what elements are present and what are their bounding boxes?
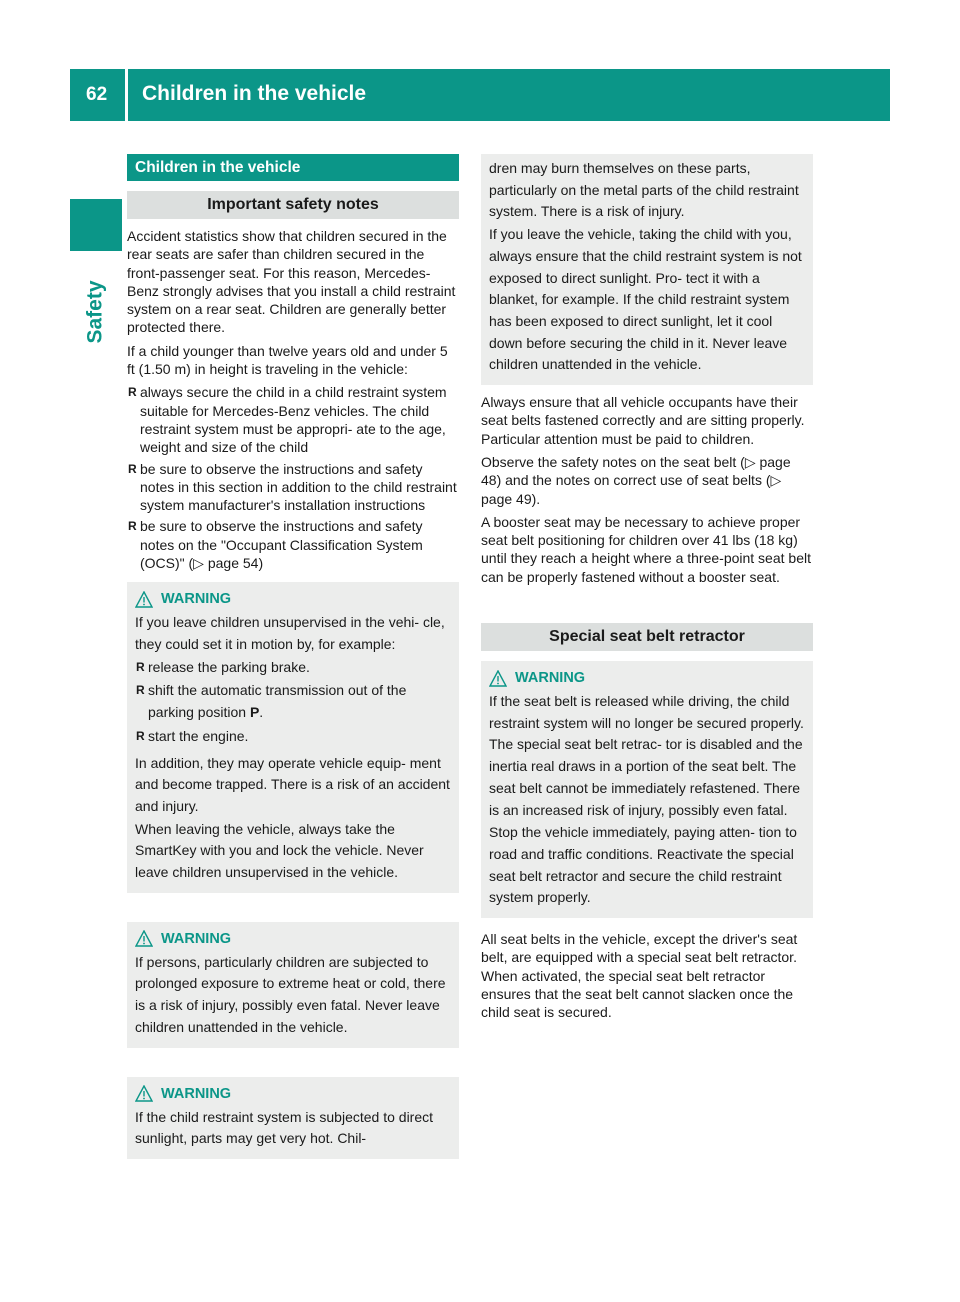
- warning-box-continued: [481, 154, 813, 385]
- subsection-title: Important safety notes: [127, 191, 459, 219]
- list-item: R release the parking brake.: [135, 657, 451, 679]
- warning-triangle-icon: [135, 1085, 153, 1102]
- warning-text: If persons, particularly children are subjected to prolonged exposure to extreme heat or cold, there is a risk of injury, possibly even fatal. Never leave children unattended in the vehicle.: [135, 953, 446, 1035]
- list-item: R always secure the child in a child restraint system suitable for Mercedes-Benz vehicles. The child restraint system must be appropri- ate to the age, weight and size of the child: [128, 384, 447, 456]
- paragraph: Observe the safety notes on the seat belt (▷ page 48) and the notes on correct use of seat belts (▷ page 49).: [481, 453, 791, 507]
- paragraph: If a child younger than twelve years old and under 5 ft (1.50 m) in height is traveling in the vehicle:: [127, 342, 448, 378]
- warning-text: If you leave children unsupervised in the vehi- cle, they could set it in motion by, for example:: [135, 614, 445, 653]
- list-item: R start the engine.: [135, 726, 451, 748]
- bullet-icon: R: [128, 385, 137, 400]
- warning-text: Stop the vehicle immediately, paying atten- tion to road and traffic conditions. Reactivate the special seat belt retractor and secure the child restraint system properly.: [489, 824, 797, 906]
- header-divider: [125, 69, 128, 121]
- bullet-icon: R: [128, 461, 137, 476]
- paragraph: All seat belts in the vehicle, except the driver's seat belt, are equipped with a special seat belt retractor. When activated, the special seat belt retractor ensures that the seat belt cannot slacken once the child seat is secured.: [481, 931, 798, 1021]
- warning-triangle-icon: [135, 591, 153, 608]
- warning-box: [127, 1077, 459, 1159]
- list-item: R be sure to observe the instructions and safety notes on the "Occupant Classification System (OCS)" (▷ page 54): [128, 518, 423, 572]
- section-title: Children in the vehicle: [127, 154, 459, 181]
- warning-text: When leaving the vehicle, always take the SmartKey with you and lock the vehicle. Never leave children unsupervised in the vehicle.: [135, 820, 424, 881]
- warning-heading: [135, 928, 451, 950]
- bullet-list: [127, 383, 459, 572]
- paragraph: A booster seat may be necessary to achieve proper seat belt positioning for children over 41 lbs (18 kg) until they reach a height where a three-point seat belt can be properly fastened without a booster seat.: [481, 513, 811, 585]
- warning-label: WARNING: [161, 591, 232, 608]
- warning-bullet-list: [135, 657, 451, 748]
- bullet-icon: R: [136, 683, 145, 698]
- right-column: [481, 154, 813, 1027]
- subsection-title: Special seat belt retractor: [481, 623, 813, 651]
- left-column: [127, 154, 459, 1159]
- warning-box: [481, 661, 813, 918]
- warning-label: WARNING: [161, 1085, 232, 1102]
- bullet-icon: R: [136, 728, 145, 743]
- warning-triangle-icon: [489, 670, 507, 687]
- bullet-icon: R: [136, 659, 145, 674]
- paragraph: Always ensure that all vehicle occupants have their seat belts fastened correctly and are sitting properly. Particular attention must be paid to children.: [481, 394, 805, 447]
- warning-box: [127, 582, 459, 892]
- warning-text: If the seat belt is released while driving, the child restraint system will no longer be secured properly. The special seat belt retrac- tor is disabled and the inertia real draws in a portion of the seat belt. The seat belt cannot be immediately refastened. There is an increased risk of injury, possibly even fatal.: [489, 693, 804, 818]
- page-number: 62: [86, 84, 108, 105]
- warning-label: WARNING: [515, 670, 586, 686]
- warning-box: [127, 922, 459, 1048]
- warning-text: In addition, they may operate vehicle equip- ment and become trapped. There is a risk of an accident and injury.: [135, 754, 450, 814]
- chapter-label-text: Safety: [84, 280, 107, 344]
- page-title: Children in the vehicle: [142, 82, 367, 105]
- warning-heading: [489, 667, 805, 689]
- warning-text: dren may burn themselves on these parts, particularly on the metal parts of the child restraint system. There is a risk of injury.: [489, 160, 799, 220]
- page-header: [70, 69, 890, 121]
- paragraph: Accident statistics show that children secured in the rear seats are safer than children secured in the front-passenger seat. For this reason, Mercedes-Benz strongly advises that you install a child restraint system on a rear seat. Children are generally better protected there.: [127, 228, 456, 336]
- warning-heading: [135, 588, 451, 610]
- chapter-label: [72, 262, 120, 362]
- warning-triangle-icon: [135, 930, 153, 947]
- list-item: R be sure to observe the instructions and safety notes in this section in addition to the child restraint system manufacturer's installation instructions: [128, 460, 457, 514]
- warning-text: If you leave the vehicle, taking the child with you, always ensure that the child restraint system is not exposed to direct sunlight. Pro- tect it with a blanket, for example. If the child restraint system has been exposed to direct sunlight, let it cool down before securing the child in it. Never leave children unattended in the vehicle.: [489, 226, 802, 373]
- bullet-icon: R: [128, 519, 137, 534]
- warning-text: If the child restraint system is subjected to direct sunlight, parts may get very hot. Chil-: [135, 1108, 434, 1147]
- warning-heading: [135, 1083, 451, 1105]
- list-item: R shift the automatic transmission out of the parking position P.: [136, 682, 407, 721]
- chapter-tab: [70, 199, 122, 251]
- warning-label: WARNING: [161, 930, 232, 947]
